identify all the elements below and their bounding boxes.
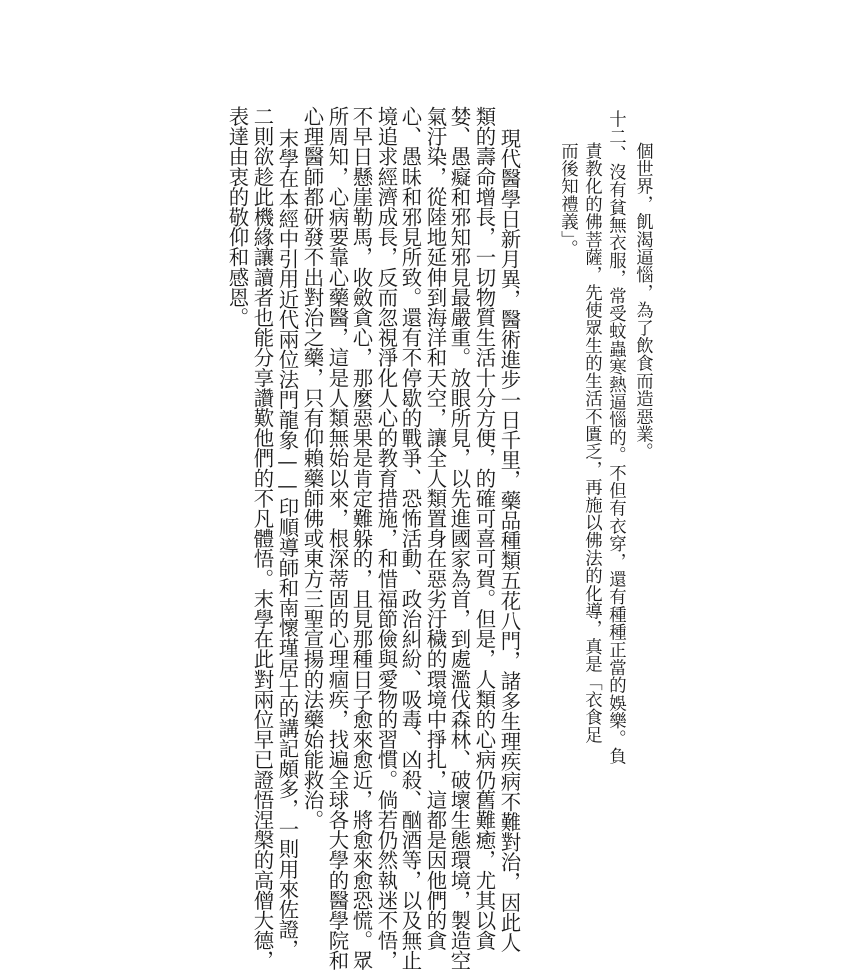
body-line: 境追求經濟成長，反而忽視淨化人心的教育措施，和惜福節儉與愛物的習慣。倘若仍然執迷不悟， [374, 106, 399, 970]
quote-line: 責教化的佛菩薩，先使眾生的生活不匱乏，再施以佛法的化導，真是「衣食足 [581, 142, 602, 744]
body-line: 氣汙染，從陸地延伸到海洋和天空，讓全人類置身在惡劣汙穢的環境中掙扎，這都是因他們的貪 [423, 106, 448, 951]
body-line: 表達由衷的敬仰和感恩。 [225, 106, 250, 328]
body-line: 末學在本經中引用近代兩位法門龍象——印順導師和南懷瑾居士的講記頗多，一則用來佐證， [275, 128, 300, 960]
body-line: 婪、愚癡和邪知邪見最嚴重。放眼所見，以先進國家為首，到處濫伐森林、破壞生態環境，製造空 [447, 106, 472, 970]
quote-line: 而後知禮義」。 [557, 142, 578, 258]
body-line: 二則欲趁此機緣讓讀者也能分享讚歎他們的不凡體悟。末學在此對兩位早已證悟涅槃的高僧大德， [250, 106, 275, 970]
quote-line: 十二、沒有貧無衣服，常受蚊蟲寒熱逼惱的。不但有衣穿，還有種種正當的娛樂。負 [605, 110, 626, 765]
body-line: 現代醫學日新月異，醫術進步一日千里，藥品種類五花八門，諸多生理疾病不難對治，因此人 [497, 128, 522, 953]
body-line: 類的壽命增長，一切物質生活十分方便，的確可喜可賀。但是，人類的心病仍舊難癒，尤其以貪 [472, 106, 497, 951]
body-line: 心、愚昧和邪見所致。還有不停歇的戰爭、恐怖活動、政治糾紛、吸毒、凶殺、酗酒等，以及無止 [398, 106, 423, 970]
body-line: 所周知，心病要靠心藥醫，這是人類無始以來，根深蒂固的心理痼疾，找遍全球各大學的醫學院和 [325, 106, 350, 970]
quote-line: 個世界，飢渴逼惱，為了飲食而造惡業。 [632, 142, 653, 461]
body-line: 不早日懸崖勒馬，收斂貪心，那麼惡果是肯定難躲的，且見那種日子愈來愈近，將愈來愈恐慌。眾 [349, 106, 374, 970]
body-line: 心理醫師都研發不出對治之藥，只有仰賴藥師佛或東方三聖宣揚的法藥始能救治。 [300, 106, 325, 830]
